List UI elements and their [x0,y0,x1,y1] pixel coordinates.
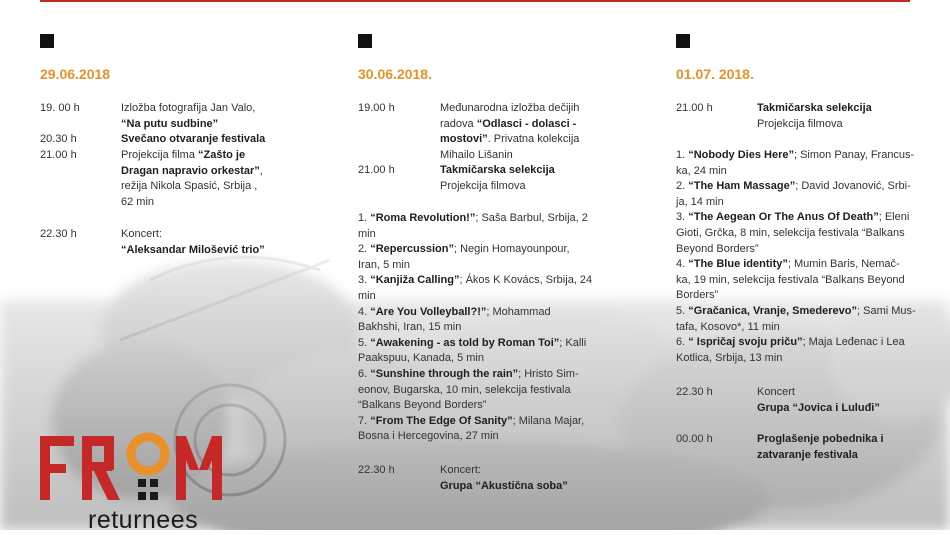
text-fragment: radova [440,117,477,130]
event-description-line [757,117,843,133]
film-entry-line [676,257,900,273]
film-entry-line [358,383,571,399]
text-fragment: Borders” [676,289,719,302]
event-time: 21.00 h [358,164,395,176]
text-fragment: ; Hristo Sim- [518,368,579,380]
text-fragment: Beyond Borders” [676,242,759,255]
text-fragment: . Privatna kolekcija [487,133,580,146]
text-fragment: režija Nikola Spasić, Srbija , [121,180,258,193]
event-description-line [121,179,257,195]
text-fragment: Projekcija filmova [757,117,843,130]
text-fragment: Gioti, Grčka, 8 min, selekcija festivala “Balkans [676,227,905,239]
bold-text: Takmičarska selekcija [757,102,872,114]
event-description-line [121,132,265,148]
film-entry-line [358,258,410,274]
event-description-line [121,195,154,211]
film-entry-line [358,429,499,445]
bold-text: Takmičarska selekcija [440,164,555,176]
bold-text: mostovi” [440,133,488,146]
text-fragment: ; Simon Panay, Francus- [793,149,915,161]
day-marker-square [676,34,690,48]
film-entry-line [676,351,782,367]
film-entry-line [676,304,916,320]
event-time: 22.30 h [676,386,713,398]
film-entry-line [676,148,914,164]
event-description-line [121,243,265,259]
bold-text: “Na putu sudbine” [121,117,219,130]
bold-text: “ Ispričaj svoju priču” [688,336,803,349]
day-marker-square [40,34,54,48]
event-time: 21.00 h [676,102,713,114]
event-time: 19.00 h [358,102,395,114]
bold-text: “Nobody Dies Here” [688,149,794,161]
film-entry-line [676,210,909,226]
film-entry-line [676,164,727,180]
text-fragment: Međunarodna izložba dečijih [440,102,580,114]
text-fragment: 1. [676,149,689,161]
text-fragment: ; Negin Homayounpour, [453,243,570,256]
event-time: 22.30 h [358,464,395,476]
text-fragment: eonov, Bugarska, 10 min, selekcija festivala [358,383,571,396]
event-description-line [121,148,245,164]
bold-text: “Gračanica, Vranje, Smederevo” [688,305,857,317]
event-description-line [757,432,884,448]
event-description-line [440,101,579,117]
text-fragment: 5. [358,336,371,349]
event-description-line [440,163,555,179]
text-fragment: 3. [676,211,689,224]
film-entry-line [358,273,592,289]
bold-text: “The Blue identity” [688,258,788,271]
bold-text: “The Ham Massage” [688,180,796,193]
text-fragment: Bakhshi, Iran, 15 min [358,321,462,334]
from-logo [40,432,230,512]
text-fragment: Bosna i Hercegovina, 27 min [358,430,499,443]
film-entry-line [676,195,724,211]
text-fragment: Kotlica, Srbija, 13 min [676,351,783,364]
text-fragment: “Balkans Beyond Borders” [358,399,487,412]
logo-subtitle: returnees [88,506,199,534]
bold-text: “Aleksandar Milošević trio” [121,243,265,256]
text-fragment: 4. [358,305,371,318]
text-fragment: Koncert: [440,464,481,476]
event-description-line [121,227,162,243]
text-fragment: ; Ákos K Kovács, Srbija, 24 [459,274,593,287]
bold-text: “Roma Revolution!” [370,212,476,224]
bold-text: Svečano otvaranje festivala [121,133,266,145]
bold-text: Grupa “Jovica i Luluđi” [757,401,880,414]
text-fragment: Koncert [757,386,795,398]
event-time: 21.00 h [40,149,77,161]
text-fragment: ; Sami Mus- [857,305,916,317]
film-entry-line [358,227,376,243]
event-description-line [757,401,880,417]
text-fragment: 6. [676,336,689,349]
event-description-line [121,117,218,133]
text-fragment: 7. [358,414,371,427]
event-time: 20.30 h [40,133,77,145]
bold-text: “Awakening - as told by Roman Toi” [370,336,560,349]
film-entry-line [676,335,905,351]
film-entry-line [676,179,911,195]
bold-text: “The Aegean Or The Anus Of Death” [688,211,879,224]
text-fragment: 4. [676,258,689,271]
event-time: 19. 00 h [40,102,80,114]
bold-text: “Zašto je [198,149,246,161]
film-entry-line [676,226,905,242]
day-date: 01.07. 2018. [676,66,754,82]
text-fragment: 1. [358,212,371,224]
text-fragment: Iran, 5 min [358,258,410,271]
film-entry-line [358,320,461,336]
film-entry-line [358,336,586,352]
event-description-line [440,179,526,195]
film-entry-line [676,320,780,336]
text-fragment: 6. [358,368,371,380]
text-fragment: ; David Jovanović, Srbi- [795,180,911,193]
bold-text: “Are You Volleyball?!” [370,305,487,318]
text-fragment: Izložba fotografija Jan Valo, [121,102,256,114]
text-fragment: min [358,227,376,240]
text-fragment: , [259,164,263,177]
event-description-line [757,101,872,117]
day-date: 29.06.2018 [40,66,111,82]
event-time: 00.00 h [676,433,713,445]
text-fragment: 2. [676,180,689,193]
bold-text: Grupa “Akustična soba” [440,479,568,492]
text-fragment: ; Eleni [878,211,910,224]
bold-text: “Kanjiža Calling” [370,274,460,287]
text-fragment: Projekcija filma [121,149,199,161]
day-marker-square [358,34,372,48]
text-fragment: Koncert: [121,228,162,240]
film-entry-line [358,367,579,383]
text-fragment: ; Mumin Baris, Nemač- [787,258,900,271]
event-description-line [121,101,255,117]
text-fragment: ; Maja Leđenac i Lea [802,336,905,349]
bold-text: Proglašenje pobednika i [757,433,884,445]
event-description-line [440,148,513,164]
text-fragment: 2. [358,243,371,256]
text-fragment: ka, 19 min, selekcija festivala “Balkans Beyond [676,273,905,286]
event-description-line [757,385,795,401]
film-entry-line [358,211,588,227]
film-entry-line [358,242,570,258]
event-description-line [440,463,481,479]
text-fragment: 62 min [121,195,155,208]
film-entry-line [676,242,759,258]
event-time: 22.30 h [40,228,77,240]
text-fragment: 3. [358,274,371,287]
bold-text: Dragan napravio orkestar” [121,164,260,177]
text-fragment: min [358,290,376,302]
text-fragment: Mihailo Lišanin [440,148,513,161]
event-description-line [121,164,263,180]
text-fragment: ; Kalli [559,336,587,349]
bold-text: “Odlasci - dolasci - [476,117,577,130]
film-entry-line [358,305,551,321]
bold-text: zatvaranje festivala [757,448,858,461]
film-entry-line [358,398,486,414]
event-description-line [440,132,579,148]
film-entry-line [358,414,584,430]
text-fragment: 5. [676,305,689,317]
text-fragment: ka, 24 min [676,164,727,177]
text-fragment: ; Mohammad [486,305,551,318]
day-date: 30.06.2018. [358,66,432,82]
bold-text: “Sunshine through the rain” [370,368,519,380]
text-fragment: ; Saša Barbul, Srbija, 2 [475,212,588,224]
text-fragment: ; Milana Majar, [512,414,585,427]
text-fragment: tafa, Kosovo*, 11 min [676,320,780,333]
text-fragment: ja, 14 min [676,195,724,208]
text-fragment: Paakspuu, Kanada, 5 min [358,352,484,365]
bold-text: “Repercussion” [370,243,454,256]
film-entry-line [358,289,376,305]
text-fragment: Projekcija filmova [440,179,526,192]
top-red-line [40,0,910,2]
film-entry-line [358,351,484,367]
event-description-line [440,117,576,133]
bold-text: “From The Edge Of Sanity” [370,414,513,427]
event-description-line [440,479,568,495]
film-entry-line [676,288,718,304]
event-description-line [757,448,858,464]
film-entry-line [676,273,905,289]
